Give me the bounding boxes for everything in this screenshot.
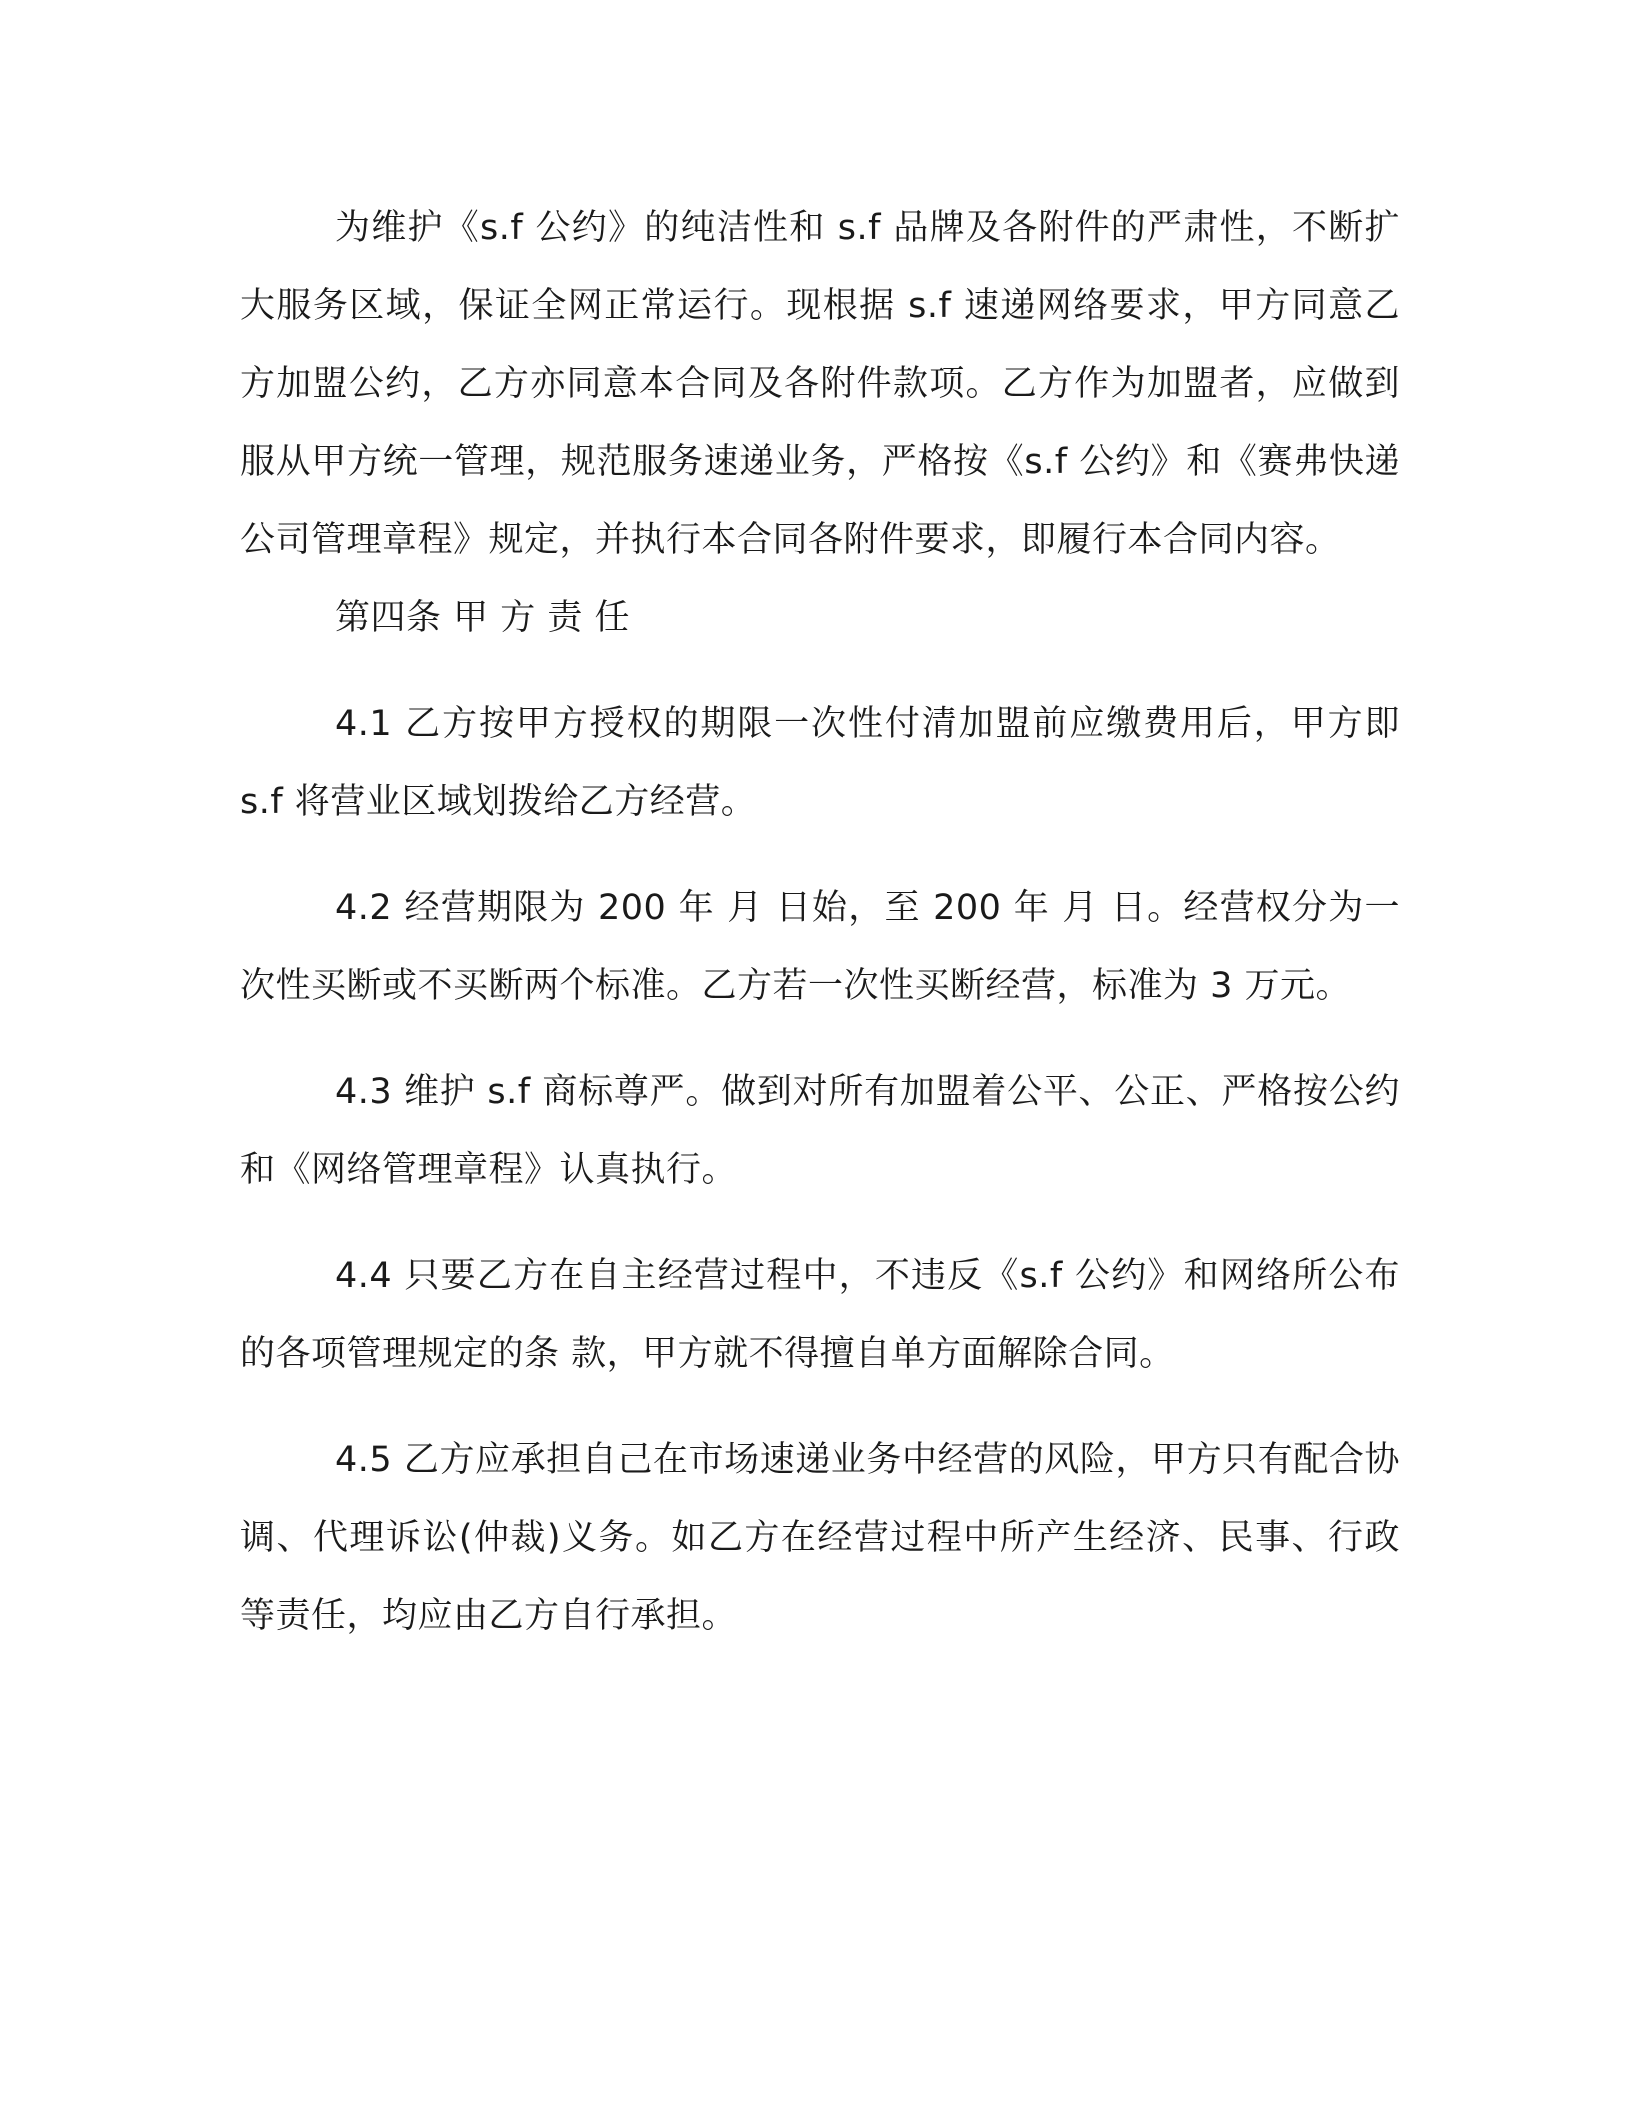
clause-4-3: 4.3 维护 s.f 商标尊严。做到对所有加盟着公平、公正、严格按公约和《网络管理章程》认真执行。 (240, 1072, 1400, 1190)
clause-4-5: 4.5 乙方应承担自己在市场速递业务中经营的风险，甲方只有配合协调、代理诉讼(仲裁)义务。如乙方在经营过程中所产生经济、民事、行政等责任，均应由乙方自行承担。 (240, 1440, 1400, 1636)
document-body (240, 189, 1400, 1655)
intro-paragraph: 为维护《s.f 公约》的纯洁性和 s.f 品牌及各附件的严肃性，不断扩大服务区域，保证全网正常运行。现根据 s.f 速递网络要求，甲方同意乙方加盟公约，乙方亦同意本合同及各附件款项。乙方作为加盟者，应做到服从甲方统一管理，规范服务速递业务，严格按《s.f 公约》和《赛弗快递公司管理章程》规定，并执行本合同各附件要求，即履行本合同内容。 (240, 208, 1400, 560)
clause-4-2: 4.2 经营期限为 200 年 月 日始，至 200 年 月 日。经营权分为一次性买断或不买断两个标准。乙方若一次性买断经营，标准为 3 万元。 (240, 888, 1400, 1006)
clause-4-4: 4.4 只要乙方在自主经营过程中，不违反《s.f 公约》和网络所公布的各项管理规定的条 款，甲方就不得擅自单方面解除合同。 (240, 1256, 1400, 1374)
clause-4-1: 4.1 乙方按甲方授权的期限一次性付清加盟前应缴费用后，甲方即 s.f 将营业区域划拨给乙方经营。 (240, 704, 1400, 822)
article-heading: 第四条 甲 方 责 任 (335, 598, 631, 638)
